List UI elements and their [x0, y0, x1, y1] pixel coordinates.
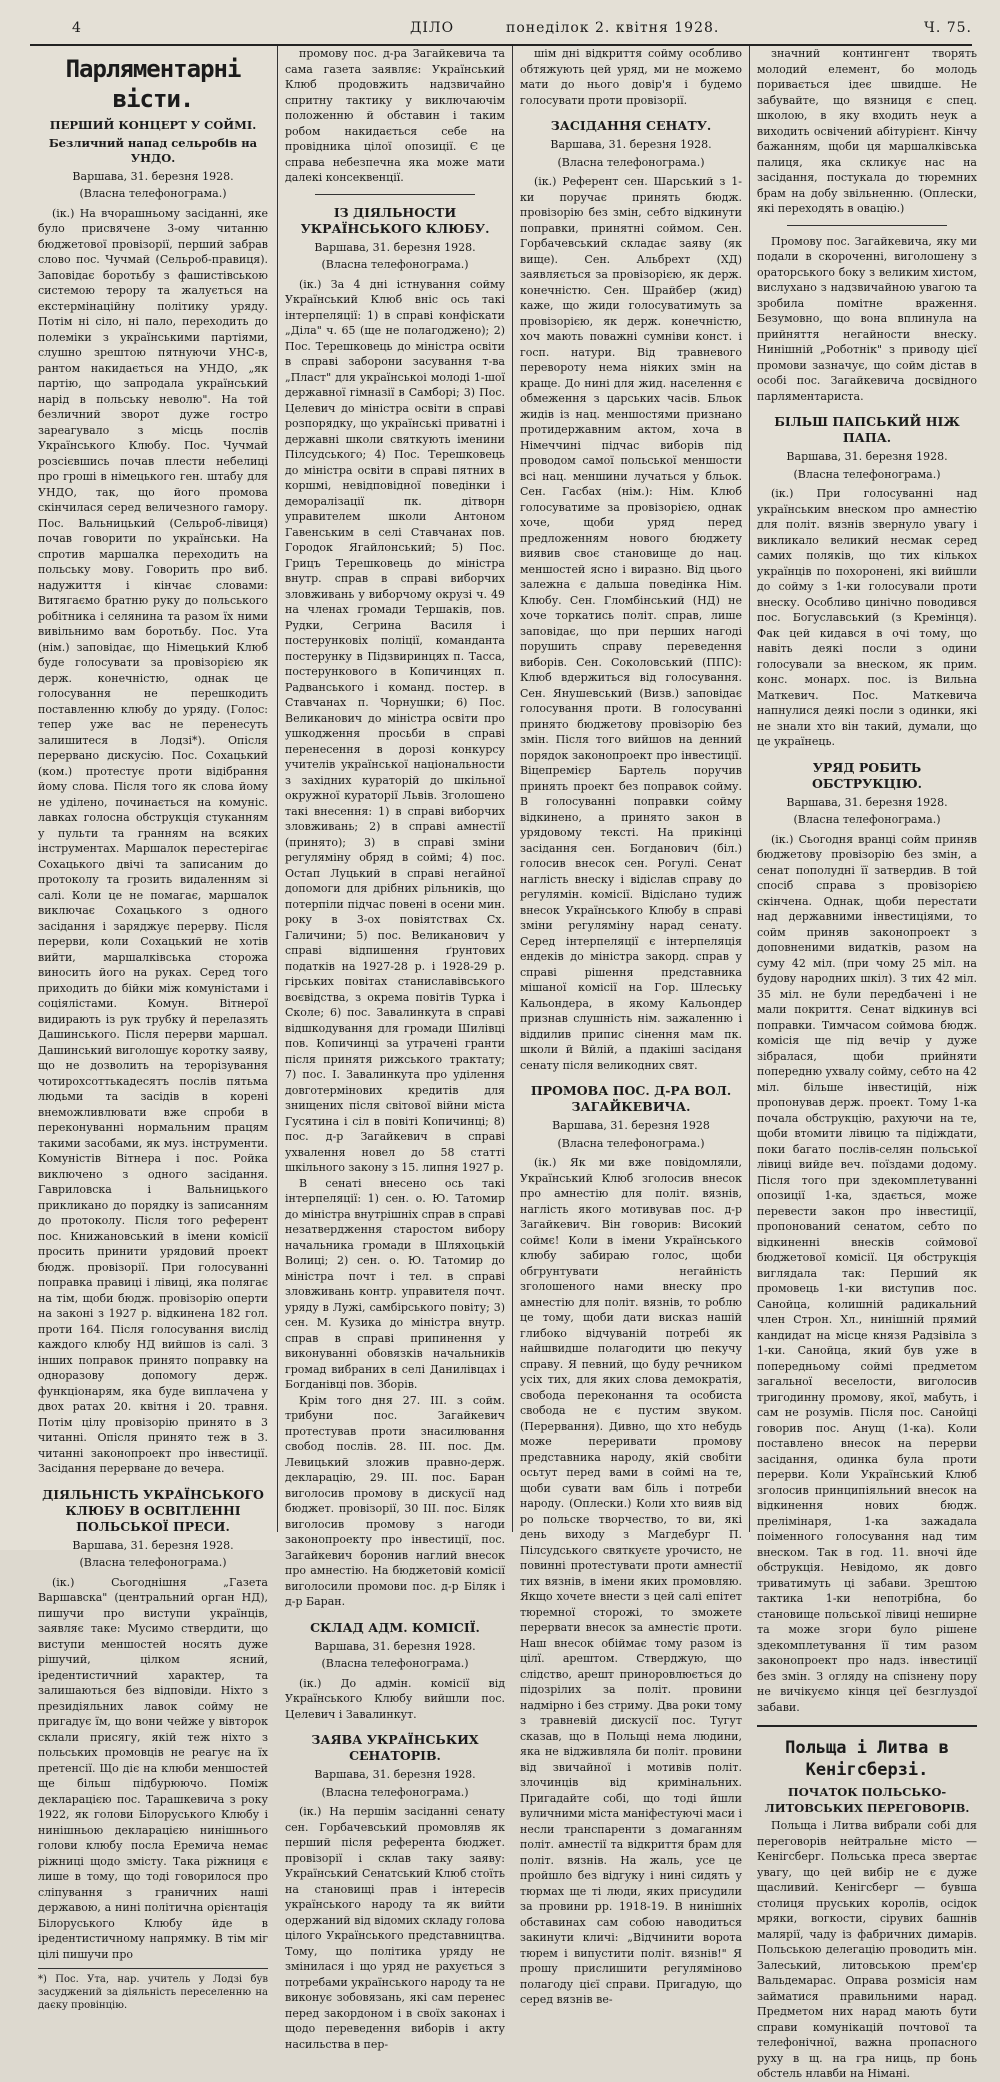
article-body: Крім того дня 27. III. з сойм. трибуни пос. Загайкевич протестував проти знасилювання свобод послів. 28. III. пос. Дм. Левицький зложив правно-держ. декларацію, 29. III. пос. Баран виголосив промову в дискусії над бюджет. провізорії, 30 III. пос. Біляк виголосив промову з нагоди законопроекту про інвестиції, пос. Загайкевич боронив наглий внесок про амнестію. На бюджетовій комісії виголосили промови пос. д-р Біляк і д-р Баран.: [285, 1393, 505, 1608]
dateline: Варшава, 31. березня 1928.: [786, 450, 948, 463]
masthead: [30, 14, 972, 46]
column-3: [520, 46, 742, 2006]
article-heading: СКЛАД АДМ. КОМІСІЇ.: [310, 1619, 480, 1635]
article-body: (ік.) До адмін. комісії від Українського Клюбу вийшли пос. Целевич і Завалинкут.: [285, 1676, 505, 1721]
article-body: значний контингент творять молодий елемент, бо молодь поривається ідеє швидше. Не забувайте, що вязниця є спец. школою, в яку входить неук а виходить освічений абітурієнт. Кінчу бажанням, щоби ця маршалківська палиця, яка скликує нас на засідання, постукала до тюремних брам на добу звільненню. (Оплески, які переходять в овацію.): [757, 47, 977, 215]
column-2: [285, 46, 505, 2051]
article-body: (ік.) Як ми вже повідомляли, Український Клюб зголосив внесок про амнестію для політ. вязнів, наглість якого мотивував пос. д-р Загайкевич. Він говорив: Високий соймє! Коли в імени Українського клюбу забираю голос, щоби обгрунтувати негайність зголошеного нами внеску про амнестію для політ. вязнів, то роблю це тому, щоби дати висказ нашій глибоко відчуваній потребі як найшвидше полагодити цю пекучу справу. Я певний, що буду речником усіх тих, для яких слова демократія, свобода переконання та особиста свобода не є пустим звуком. (Перервання). Дивно, що хто небудь може переривати промову представника народу, якій свобіти осьтут перед вами в соймі на те, щоби сувати вам біль і потреби народу. (Оплески.) Коли хто вияв від ро польске творчество, то ви, які день виходу з Магдебург П. Пілсудського святкуєте урочисто, не повинні протестувати проти амнестії тих вязнів, в імени яких промовляю. Якщо хочете внести з цей салі епітет тюремної сторожі, то зможете перервати внесок за амнестіє проти. Наш внесок обіймає тому разом із цілї. арештом. Стверджую, що слідство, арешт приноровлюється до підозрілих за політ. провини надмірно і без стриму. Два роки тому з травневій дискусії пос. Тугут сказав, що в Польщі нема людини, яка не відживляла би політ. провини від звичайної і мотивів політ. злочинців від кримінальних. Пригадайте собі, що тоді йшли вуличними міста маніфестуючі маси і несли транспаренти з домаганням політ. амнестії та відкриття брам для політ. вязнів. На жаль, усе це пройшло без відгуку і нині сидять у тюрмах ще ті люди, яких присудили за провини рр. 1918-19. В нинішніх обставинах сам собою наводиться закинути кличі: „Відчинити ворота тюрем і випустити політ. вязнів!" Я прошу прислишити регуляміново полагоду цієї справи. Пригадую, що серед вязнів ве-: [520, 1156, 742, 2006]
article-heading: ПРОМОВА ПОС. Д-РА ВОЛ. ЗАГАЙКЕВИЧА.: [530, 1083, 732, 1114]
article-heading: Польща і Литва в Кенігсберзі.: [785, 1738, 949, 1780]
article-body: (ік.) Референт сен. Шарський з 1-ки поручає принять бюдж. провізорію без змін, себто відкинути поправки, принятні соймом. Сен. Горбачевський складає заяву (як вище). Сен. Альбрехт (ХД) заявляється за провізорією, як держ. конечністю. Сен. Шрайбер (жид) каже, що жиди голосуватимуть за провізорією, як держ. конечністю, хоч мають поважні сумніви конст. і госп. натури. Від травневого перевороту нема ніяких змін на краще. До нині для жид. населення є обмеження з царських часів. Бльок жидів із нац. меншостями признано протидержавним актом, хоча в Німеччині підчас виборів під проводом самої польської меншости всі нац. меншини лучаться у бльок. Сен. Гасбах (нім.): Нім. Клюб голосуватиме за провізорією, однак хоче, щоби уряд перед предложенням нового бюджету виявив своє становище до нац. меншостей ясно і виразно. Від цього залежна є дальша поведінка Нім. Клюбу. Сен. Гломбінський (НД) не хоче торкатись політ. справ, лише заповідає, що при перших нагоді порушить справу переведення виборів. Сен. Соколовський (ППС): Клюб вдержиться від голосування. Сен. Янушевський (Визв.) заповідає голосування проти. В голосуванні принято бюджетову провізорію без змін. Після того вийшов на денний порядок законопроект про інвестиції. Віцепремієр Бартель поручив принять проект без поправок сойму. В голосуванні поправки сойму відкинено, а принято закон в урядовому тексті. На прикінці засідання сен. Богданович (біл.) голосив внесок сен. Рогулі. Сенат наглість внеску і відіслав справу до регулямін. комісії. Відіслано тудиж внесок Українського Клюбу в справі зміни регуляміну нарад сенату. Серед інтерпеляції є інтерпеляція ендеків до міністра закорд. справ у справі рішення представника мішаної комісії на Гор. Шлеську Кальондера, в якому Кальондер признав слушність нім. зажаленню і віддилив припис сінення мам пк. школи й Вйлій, а пдакіші засіданя сенату після великодних свят.: [520, 175, 742, 1072]
dateline: Варшава, 31. березня 1928.: [72, 169, 234, 183]
dateline: Варшава, 31. березня 1928.: [314, 1768, 476, 1781]
source-line: (Власна телефонограма.): [793, 467, 941, 481]
dateline: Варшава, 31. березня 1928.: [314, 240, 476, 254]
page-number: 4: [72, 20, 82, 36]
article-body: (ік.) Сьогоднішня „Газета Варшавска" (центральний орган НД), пишучи про виступи українців, заявляє таке: Мусимо ствердити, що виступи меншостей носять дуже рішучий, цілком ясний, іредентистичний характер, та залишаються без відповіди. Ніхто з президіяльних лавок сойму не пригадує їм, що вони чейже у вівторок склали присягу, якій теж ніхто з польських промовців не реагує на їх претенсії. Що діє на клюби меншостей ще більш підбурюючо. Поміж декларацією пос. Тарашкевича з року 1922, як голови Білоруського Клюбу і нинішньою декларацією нинішнього голови клюбу посла Еремича немає ріжниці щодо змісту. Така ріжниця є лише в тому, що тоді говорилося про сліпування з граничних наші державою, а нині політична орієнтація Білоруського Клюбу йде в іредентистичному напрямку. В тім міг цілі пишучи про: [38, 1575, 268, 1961]
dateline: Варшава, 31. березня 1928: [552, 1119, 710, 1132]
source-line: (Власна телефонограма.): [557, 155, 705, 169]
article-heading: УРЯД РОБИТЬ ОБСТРУКЦІЮ.: [811, 759, 923, 791]
column-rule: [749, 46, 750, 1532]
issue-date: понеділок 2. квітня 1928.: [506, 20, 720, 36]
issue-number: Ч. 75.: [924, 20, 972, 36]
article-subheading: ПЕРШИЙ КОНЦЕРТ У СОЙМІ.: [49, 118, 257, 132]
source-line: (Власна телефонограма.): [321, 1657, 469, 1670]
source-line: (Власна телефонограма.): [557, 1136, 705, 1150]
article-heading: ЗАЯВА УКРАЇНСЬКИХ СЕНАТОРІВ.: [311, 1732, 479, 1763]
article-box: [757, 1725, 977, 2082]
article-body: промову пос. д-ра Загайкевича та сама газета заявляє: Український Клюб продовжить надзвичайно спритну тактику у виключаючім положенню й обставин і таким робом накидається себе на провідника цілої опозиції. Є це справа небезпечна яка може мати далекі консеквенції.: [285, 47, 505, 184]
article-body: Промову пос. Загайкевича, яку ми подали в скороченні, виголошену з ораторського боку з великим хистом, вислухано з надзвичайною увагою та зробила помітне враження. Безумовно, що вона вплинула на прийняття негайности внеску. Нинішній „Роботнік" з приводу цієї промови зазначує, що сойм дістав в особі пос. Загайкевича досвідного парляментариста.: [757, 234, 977, 403]
article-body: шім дні відкриття сойму особливо обтяжують цей уряд, ми не можемо мати до нього довір'я і будемо голосувати проти провізорії.: [520, 47, 742, 107]
divider: [315, 194, 475, 195]
dateline: Варшава, 31. березня 1928.: [550, 138, 712, 151]
article-heading: БІЛЬШ ПАПСЬКИЙ НІЖ ПАПА.: [774, 414, 960, 445]
column-rule: [277, 46, 278, 1532]
footnote: *) Пос. Ута, нар. учитель у Лодзі був засуджений за діяльність переселенню на даєку провінцію.: [38, 1968, 268, 2012]
section-title: Парляментарні вісти.: [65, 55, 241, 113]
article-body: Польща і Литва вибрали собі для переговорів нейтральне місто — Кенігсберг. Польська преса звертає увагу, що цей вибір не є дуже щасливий. Кенігсберг — бувша столиця пруських королів, осідок мряки, вогкости, сірувих башнів малярії, чаду із фабричних димарів. Польською делегацію проводить мін. Залеський, литовською прем'єр Вальдемарас. Оправа розмісія нам займатися правильними нарад. Предметом них нарад мають бути справи комунікацій почтової та телефонічної, важна пропасного руху в щ. на гра ниць, пр бонь обстель нлавби на Німані.: [757, 1819, 977, 2080]
source-line: (Власна телефонограма.): [79, 1556, 227, 1569]
source-line: (Власна телефонограма.): [321, 258, 469, 271]
article-body: (ік.) Сьогодня вранці сойм приняв бюджетову провізорію без змін, а сенат пополудні її затвердив. В той спосіб справа з провізорією скінчена. Однак, щоби перестати над державними інвестиціями, то сойм приняв законопроект з доповненими видатків, разом на суму 42 міл. (при чому 25 міл. на будову народних шкіл). З тих 42 міл. 35 міл. не були передбачені і не мали покриття. Сенат відкинув всі поправки. Тимчасом соймова бюдж. комісія ще під вечір у дуже зібралася, щоби прийняти попередню ухвалу сойму, себто на 42 міл. більше інвестицій, ніж пропонував держ. проект. Тому 1-ка почала обструкцію, рахуючи на те, щоби втомити лівицю та підіждати, поки багато послів-селян польської лівиці вийде веч. поїздами додому. Після того при здекомплетуванні опозиції 1-ка, здається, може перевести закон про інвестиції, пропонований сенатом, себто по відкиненні внесків соймової бюджетової комісії. Ця обструкція виглядала так: Перший як промовець 1-ки виступив пос. Санойца, колишній радикальний член Строн. Хл., нинішній прямий кандидат на місце князя Радзівіла з 1-ки. Санойца, який був уже в попередньому соймі предметом загальної веселости, виголосив тригодинну промову, якої, мабуть, і сам не розумів. Після пос. Санойці говорив пос. Анущ (1-ка). Коли поставлено внесок на перерви засідання, одинка була проти перерви. Коли Український Клюб зголосив принципіяльний внесок на відкинення нових бюдж. прелімінаря, 1-ка зажадала поіменного голосування над тим внеском. Так в год. 11. вночі йде обструкція. Невідомо, як довго триватимуть ці забави. Зрештою тактика 1-ки непотрібна, бо становище польської лівиці неширне та може згори було рішене здекомплетування її тим разом законопроект про надз. інвестиції без змін. З огляду на спізнену пору не вичікуємо кінця цеї безглуздої забави.: [757, 832, 977, 1714]
article-heading: ДІЯЛЬНІСТЬ УКРАЇНСЬКОГО КЛЮБУ В ОСВІТЛЕННІ ПОЛЬСЬКОЇ ПРЕСИ.: [42, 1486, 264, 1534]
article-body: В сенаті внесено ось такі інтерпеляції: 1) сен. о. Ю. Татомир до міністра внутрішніх справ в справі незатвердження старостом вибору начальника громади в Шляхоцькій Волиці; 2) сен. о. Ю. Татомир до міністра почт і тел. в справі зловживань контр. управителя почт. уряду в Лужі, самбірського повіту; 3) сен. М. Кузика до міністра внутр. справ в справі припинення у виконуванні обовязків начальників громад вибраних в селі Данилівцах і Богданівці пов. Зборів.: [285, 1176, 505, 1391]
article-body: (ік.) На першім засіданні сенату сен. Горбачевський промовляв як перший після референта бюджет. провізорії і склав таку заяву: Український Сенатський Клюб стоїть на становищі прав і інтересів українського народу та як вийти одержаний від відомих складу голова цілого Українського представництва. Тому, що політика уряду не змінилася і що уряд не рахується з потребами українського народу та не виконує зобовязань, які сам перенес перед закордоном і в своїх законах і щодо переведення виборів і акту насильства в пер-: [285, 1805, 505, 2051]
article-body: (ік.) На вчорашньому засіданні, яке було присвячене 3-ому читанню бюджетової провізорії, перший забрав слово пос. Чучмай (Сельроб-правиця). Заповідає боротьбу з фашистівською системою терору та жалується на екстермінаційну політику уряду. Потім ні сіло, ні пало, переходить до полеміки з українськими партіями, слушно зрештою пятнуючи УНС-в, рантом накидається на УНДО, „як партію, що запродала український нарід в польську неволю". На той безличний зворот дуже гостро зареагувало з місць послів Українського Клюбу. Пос. Чучмай розсієвшись почав плести небелиці про гроші в німецького ген. штабу для УНДО, так, що його промова скінчилася серед величезного гамору. Пос. Вальницький (Сельроб-лівиця) почав говорити по українськи. На спротив маршалка переходить на польську мову. Говорить про виб. надужиття і кінчає словами: Витягаємо братню руку до польського робітника і селянина та разом їх ними вивільнимо вам боротьбу. Пос. Ута (нім.) заповідає, що Німецький Клюб буде голосувати за провізорією як держ. конечністю, однак це голосування не перешкодить поставленню клюбу до уряду. (Голос: тепер уже вас не перенесуть залишитеся в Лодзі*). Опісля перервано дискусію. Пос. Сохацький (ком.) протестує проти відібрання йому слова. Після того як слова йому не уділено, починається на комуніс. лавках голосна обструкція стуканням у пульти та гранням на всяких інструментах. Маршалок перестерігає Сохацького двічі та записаним до протоколу та грозить видаленням зі салі. Коли це не помагає, маршалок виключає Сохацького з одного засідання і заряджує перерву. Після перерви, коли Сохацький не хотів вийти, маршалківська сторожа виносить його на руках. Серед того приходить до бійки між комуністами і соціялістами. Комун. Вітнерої видирають із рук трубку й перелазять Дашинського. Після перерви маршал. Дашинський виголошує коротку заяву, що не дозволить на терорізування чотирохсоттькадесятъ послів пятьма людьми та засідів в корені внеможливлювати вже спроби в переконуванні нормальним працям такими засобами, як муз. інструменти. Комуністів Вітнера і пос. Ройка виключено з одного засідання. Гавриловска і Вальницького прикликано до порядку із записанням до протоколу. Після того референт пос. Книжановський в імени комісії просить принити урядовий проект бюдж. провізорії. При голосуванні поправка правиці і лівиці, яка полягає на тім, щоби бюдж. провізорію оперти на законі з 1927 р. відкинена 182 гол. проти 164. Після голосування вислід каждого клюбу НД вийшов із салі. З інших поправок принято поправку на одноразову допомогу держ. функціонарям, яка буде виплачена у двох ратах 20. квітня і 20. травня. Потім цілу провізорію принято в 3 читанні. Опісля принято теж в 3. читанні законопроект про інвестиції. Засідання перерване до вечера.: [38, 206, 268, 1475]
column-4: [757, 46, 977, 2080]
dateline: Варшава, 31. березня 1928.: [314, 1639, 476, 1653]
article-heading: ЗАСІДАННЯ СЕНАТУ.: [550, 118, 712, 133]
article-body: (ік.) При голосуванні над українським внеском про амнестію для політ. вязнів звернуло увагу і викликало великий несмак серед самих поляків, що тих кількох українців по похоронені, які вийшли до сойму з 1-ки голосували проти внеску. Особливо цинічно поводився пос. Богуславський (з Кремінця). Фак цей кидався в очі тому, що навіть деякі посли з одини голосували за внеском, як прим. конс. монарх. пос. із Вильна Маткевич. Пос. Маткевича напнулися деякі посли з одинки, які не знали хто він такий, думали, що це українець.: [757, 487, 977, 748]
source-line: (Власна телефонограма.): [79, 187, 227, 200]
column-1: [38, 46, 268, 2011]
article-subheading: ПОЧАТОК ПОЛЬСЬКО-ЛИТОВСЬКИХ ПЕРЕГОВОРІВ.: [764, 1785, 970, 1815]
article-body: (ік.) За 4 дні істнування сойму Український Клюб вніс ось такі інтерпеляції: 1) в справі конфіскати „Діла" ч. 65 (ще не полагоджено); 2) Пос. Терешковець до міністра освіти в справі заборони засування т-ва „Пласт" для українськоі молоді 1-шої державної гімназії в Самборі; 3) Пос. Целевич до міністра освіти в справі розпорядку, що українські приватні і державні школи святкують іменини Пілсудського; 4) Пос. Терешковець до міністра освіти в справі пятних в коршмі, невідповідної поведінки і деморалізації пк. дітворн управителем школи Антоном Гавенським в селі Ставчанах пов. Городок Ягайлонський; 5) Пос. Грицъ Терешковець до міністра внутр. справ в справі виборчих зловживань у виборчому окрузі ч. 49 на членах громади Тершаків, пов. Рудки, Сегрина Василя і постерунковіх поліції, команданта постерунку в Підзвиринцях п. Тасса, постерункового в Копичинцях п. Радванського і команд. постер. в Ставчанах п. Чорнушки; 6) Пос. Великанович до міністра освіти про ушкодження просьби в справі перенесення в дорозі конкурсу учителів української національности з західних кураторій до шкільної окружної кураторії Львів. Зголошено такі внесення: 1) в справі виборчих зловживань; 2) в справі амнестії (принято); 3) в справі зміни регуляміну обряд в соймі; 4) пос. Остап Луцький в справі негайної допомоги для дрібних рільників, що потерпіли підчас повені в осени мин. року в 3-ох повіятствах Сх. Галичини; 5) пос. Великанович у справі відпишення ґрунтових податків на 1927-28 р. і 1928-29 р. гірських повітах станиславівського воєвідства, з окрема повітів Турка і Сколе; 6) пос. Завалинкута в справі відшкодування для громади Шилівці пов. Копичинці за утрачені гранти після принятя рижського трактату; 7) пос. І. Завалинкута про уділення довготермінових кредитів для знищених після світової війни міста Гусятина і сіл в повіті Копичинці; 8) пос. д-р Загайкевич в справі ухвалення новел до 58 статті шкільного закону з 15. липня 1927 р.: [285, 277, 505, 1174]
column-rule: [512, 46, 513, 1532]
article-heading: ІЗ ДІЯЛЬНОСТИ УКРАЇНСЬКОГО КЛЮБУ.: [300, 204, 490, 236]
newspaper-title: ДІЛО: [410, 20, 455, 36]
article-subheading: Безличний напад сельробів на УНДО.: [48, 135, 258, 165]
dateline: Варшава, 31. березня 1928.: [72, 1538, 234, 1552]
divider: [787, 225, 947, 226]
source-line: (Власна телефонограма.): [321, 1785, 469, 1799]
source-line: (Власна телефонограма.): [793, 813, 941, 826]
dateline: Варшава, 31. березня 1928.: [786, 795, 948, 809]
